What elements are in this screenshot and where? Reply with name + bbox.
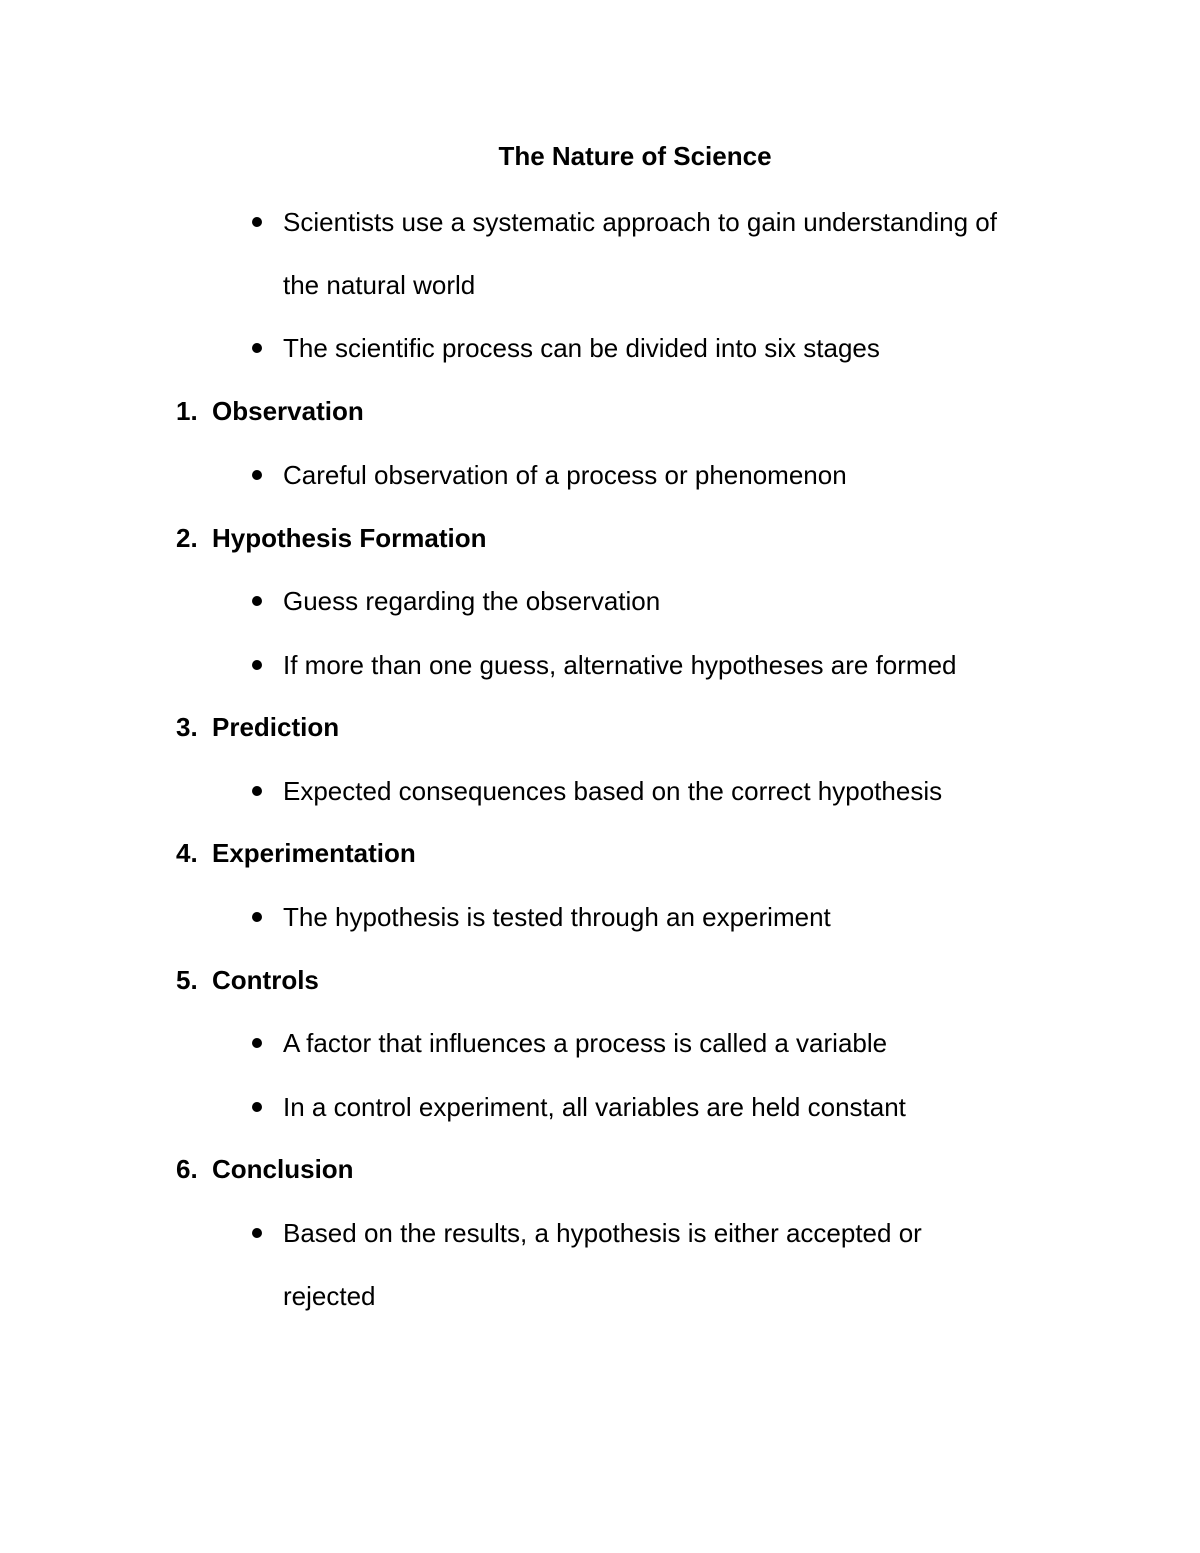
bullet-icon xyxy=(252,217,262,227)
stage-point: Based on the results, a hypothesis is either accepted or xyxy=(283,1218,922,1248)
intro-bullet-1: Scientists use a systematic approach to gain understanding of xyxy=(283,207,997,237)
intro-bullet-1-continued: the natural world xyxy=(283,270,476,300)
bullet-icon xyxy=(252,660,262,670)
stage-number: 2. xyxy=(176,523,198,553)
stage-number: 5. xyxy=(176,965,198,995)
stage-point: A factor that influences a process is called a variable xyxy=(283,1028,888,1058)
stage-heading-hypothesis-formation: Hypothesis Formation xyxy=(212,523,487,553)
stage-point: The hypothesis is tested through an experiment xyxy=(283,902,831,932)
stage-number: 6. xyxy=(176,1154,198,1184)
bullet-icon xyxy=(252,786,262,796)
stage-heading-controls: Controls xyxy=(212,965,319,995)
stage-number: 4. xyxy=(176,838,198,868)
bullet-icon xyxy=(252,470,262,480)
stage-number: 3. xyxy=(176,712,198,742)
stage-point: Careful observation of a process or phenomenon xyxy=(283,460,847,490)
stage-point-continued: rejected xyxy=(283,1281,376,1311)
bullet-icon xyxy=(252,343,262,353)
stage-number: 1. xyxy=(176,396,198,426)
intro-bullet-2: The scientific process can be divided into six stages xyxy=(283,333,880,363)
stage-point: Expected consequences based on the correct hypothesis xyxy=(283,776,943,806)
stage-point: If more than one guess, alternative hypotheses are formed xyxy=(283,650,957,680)
stage-heading-conclusion: Conclusion xyxy=(212,1154,354,1184)
bullet-icon xyxy=(252,1038,262,1048)
bullet-icon xyxy=(252,1102,262,1112)
page-title: The Nature of Science xyxy=(498,141,772,171)
bullet-icon xyxy=(252,1228,262,1238)
stage-point: Guess regarding the observation xyxy=(283,586,661,616)
stage-heading-prediction: Prediction xyxy=(212,712,340,742)
stage-point: In a control experiment, all variables are held constant xyxy=(283,1092,906,1122)
bullet-icon xyxy=(252,596,262,606)
stage-heading-experimentation: Experimentation xyxy=(212,838,416,868)
stage-heading-observation: Observation xyxy=(212,396,364,426)
bullet-icon xyxy=(252,912,262,922)
